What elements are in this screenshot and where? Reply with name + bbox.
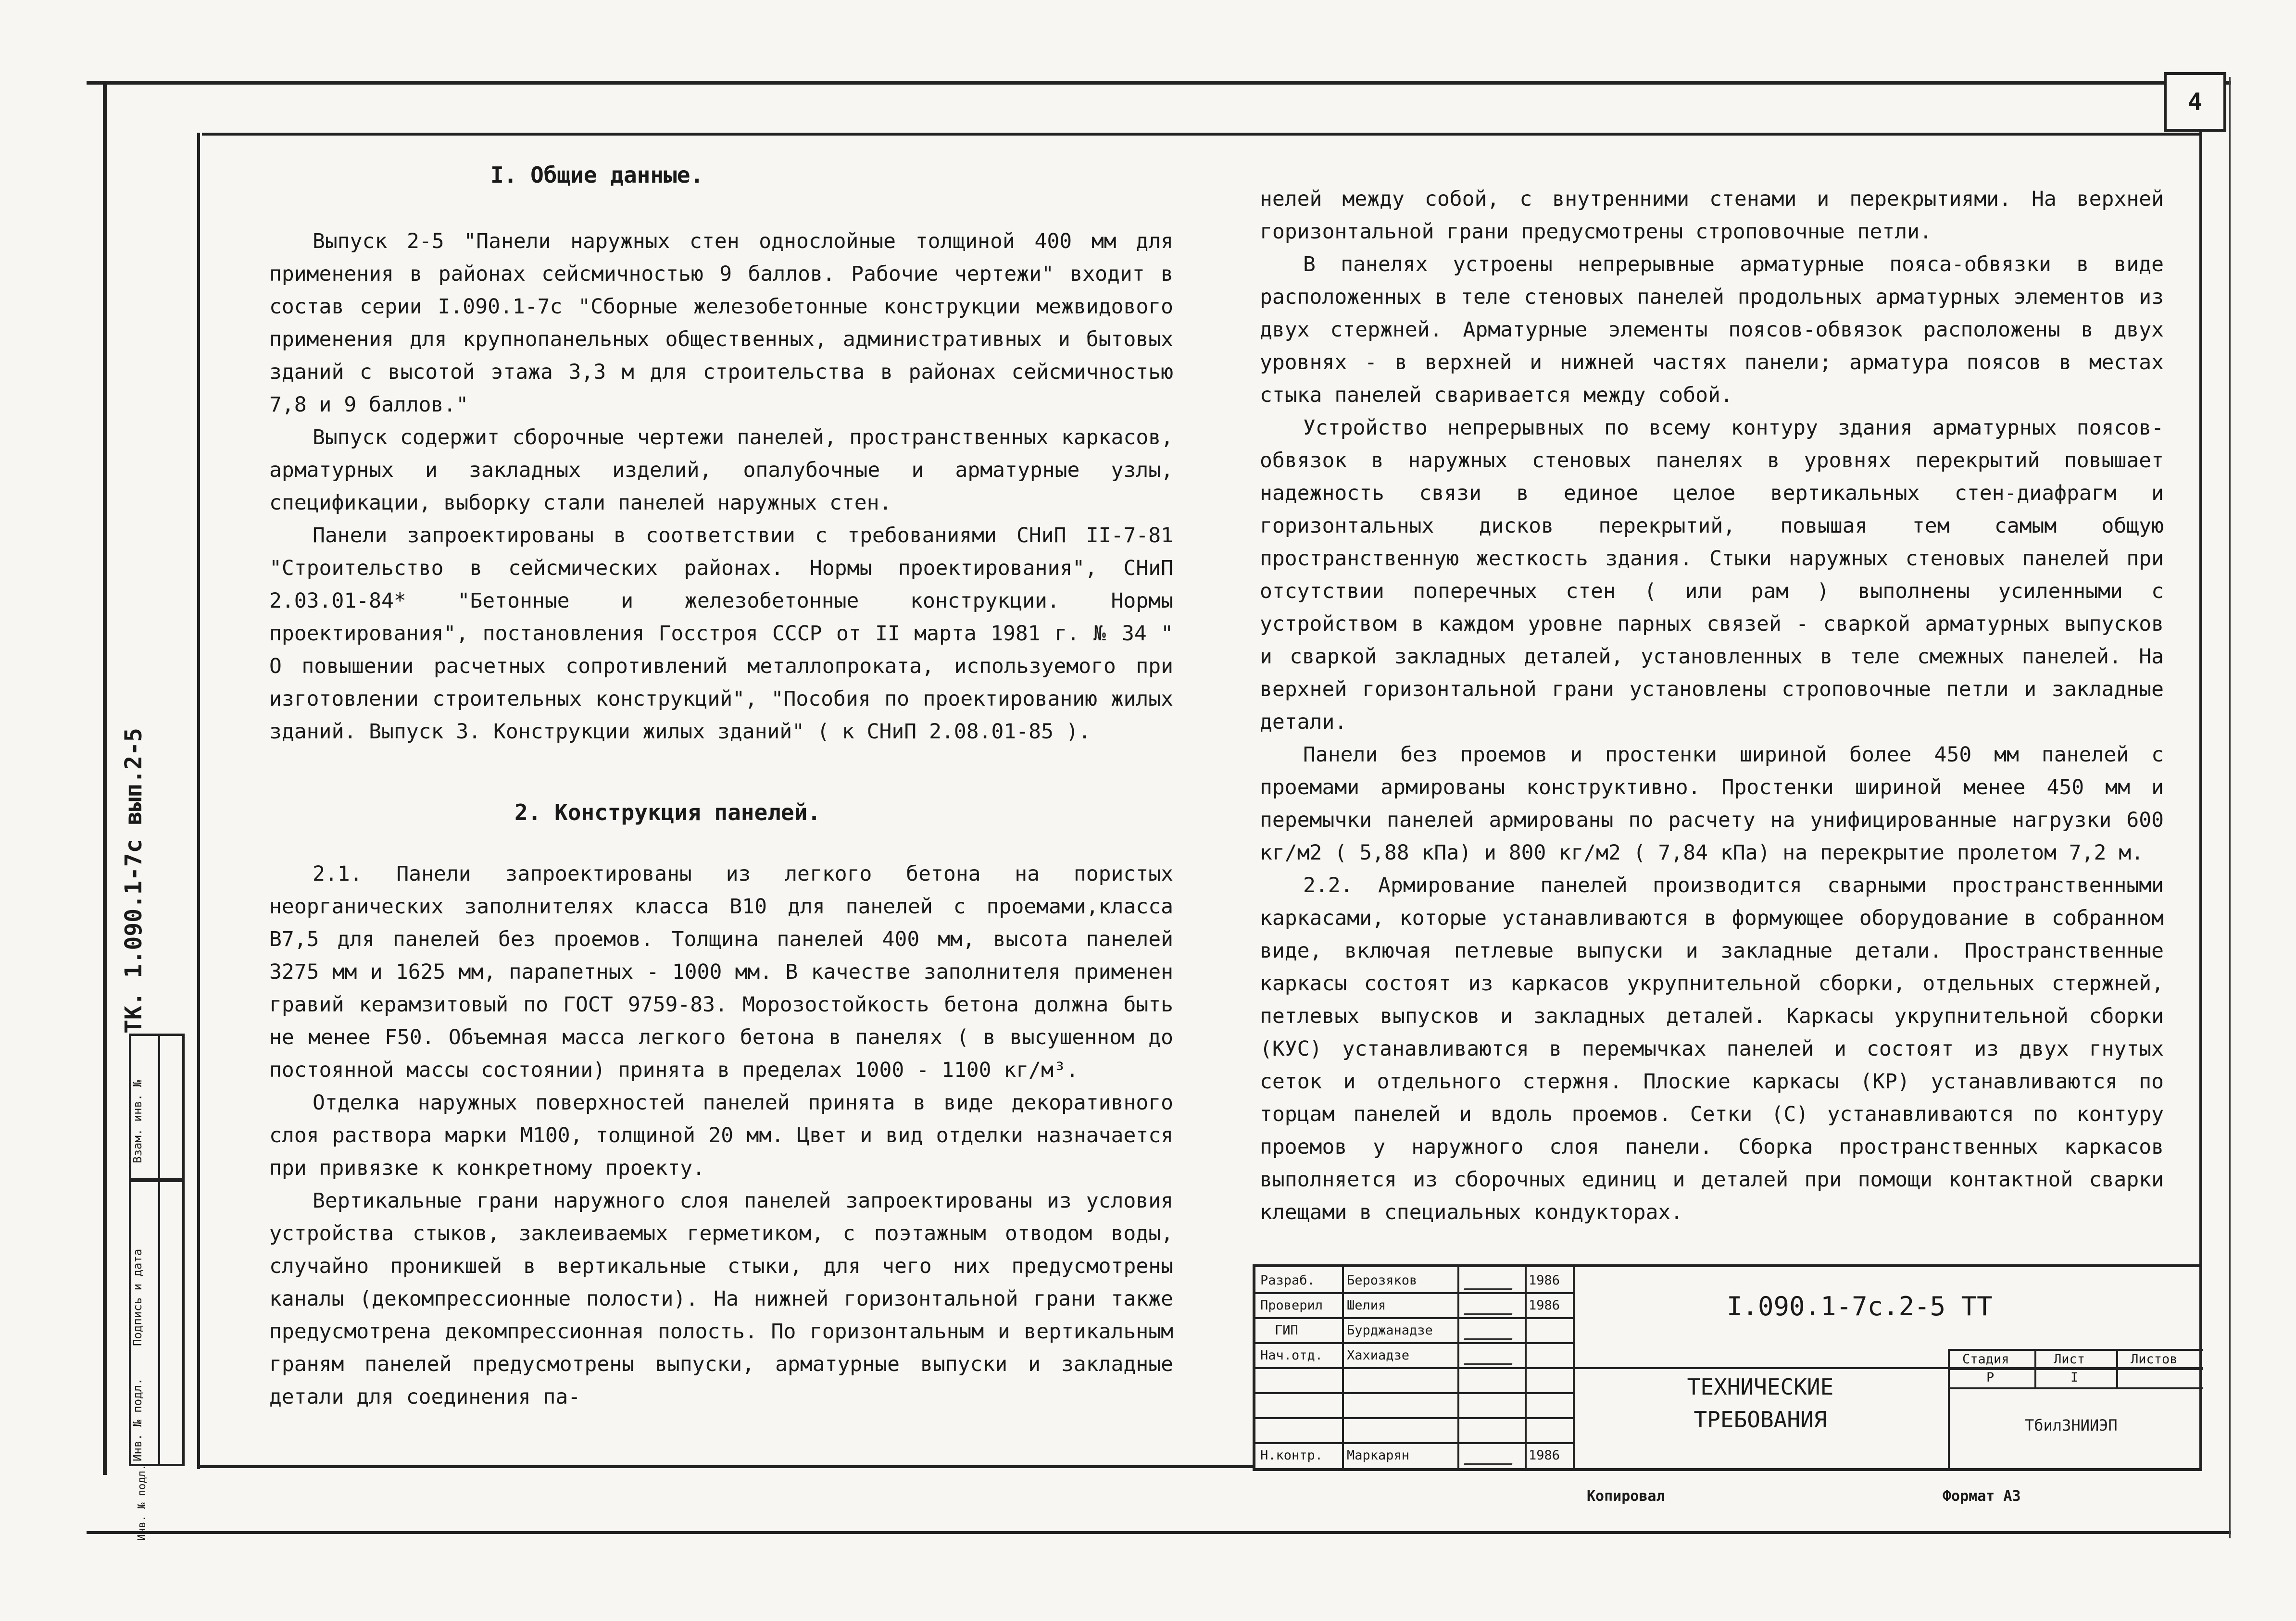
outer-frame-top — [87, 81, 2231, 85]
paragraph-concrete: 2.1. Панели запроектированы из легкого бетона на пористых неорганических заполнителях класса В10 для панелей с проемами,класса В7,5 для панелей без проемов. Толщина панелей 400 мм, высота панелей 3275 мм и 1625 мм, парапетных - 1000 мм. В качестве заполнителя применен гравий керамзитовый по ГОСТ 9759-83. Морозостойкость бетона должна быть не менее F50. Объемная масса легкого бетона в панелях ( в высушенном до постоянной массы состоянии) принята в пределах 1000 - 1100 кг/м³. — [269, 862, 1173, 1082]
signature-0 — [1464, 1272, 1518, 1290]
tb-name-1: Шелия — [1347, 1298, 1386, 1313]
footer-format: Формат А3 — [1943, 1488, 2021, 1505]
title-block — [1253, 1264, 2202, 1471]
outer-frame-left — [103, 81, 107, 1475]
heading-general-data: I. Общие данные. — [490, 162, 704, 188]
stamp-label-1: Инв. № подл. — [131, 1378, 144, 1461]
sheet-header: Лист — [2054, 1352, 2085, 1367]
footer-copied: Копировал — [1587, 1488, 1665, 1505]
stamp-row-sep — [131, 1180, 182, 1182]
paragraph-joints: Вертикальные грани наружного слоя панелей запроектированы из условия устройства стыков, заклеиваемых герметиком, с поэтажным отводом воды, случайно проникшей в вертикальные стыки, для чего них предусмотрены каналы (декомпрессионные полости). На нижней горизонтальной грани также предусмотрена декомпрессионная полость. По горизонтальным и вертикальным граням панелей предусмотрены выпуски, арматурные выпуски и закладные детали для соединения па- — [269, 1189, 1173, 1409]
paragraph-continuation: нелей между собой, с внутренними стенами и перекрытиями. На верхней горизонтальной грани предусмотрены строповочные петли. — [1260, 187, 2164, 244]
document-title-line-1: ТЕХНИЧЕСКИЕ — [1687, 1374, 1834, 1400]
organization-name: ТбилЗНИИЭП — [2025, 1416, 2118, 1434]
sheet-value: I — [2070, 1370, 2079, 1385]
signature-2 — [1464, 1322, 1518, 1340]
inner-frame-left — [197, 133, 200, 1469]
sheets-header: Листов — [2131, 1352, 2178, 1367]
sheet-number: 4 — [2187, 88, 2203, 116]
tb-role-0: Разраб. — [1260, 1273, 1315, 1288]
paragraph-cages: 2.2. Армирование панелей производится сварными пространственными каркасами, которые устанавливаются в формующее оборудование в собранном виде, включая петлевые выпуски и закладные детали. Пространственные каркасы состоят из каркасов укрупнительной сборки, отдельных стержней, петлевых выпусков и закладных деталей. Каркасы укрупнительной сборки (КУС) устанавливаются в перемычках панелей и состоят из двух гнутых сеток и отдельного стержня. Плоские каркасы (КР) устанавливаются по торцам панелей и вдоль проемов. Сетки (С) устанавливаются по контуру проемов у наружного слоя панели. Сборка пространственных каркасов выполняется из сборочных единиц и деталей при помощи контактной сварки клещами в специальных кондукторах. — [1260, 873, 2164, 1224]
paragraph-finish: Отделка наружных поверхностей панелей принята в виде декоративного слоя раствора марки М100, толщиной 20 мм. Цвет и вид отделки назначается при привязке к конкретному проекту. — [269, 1091, 1173, 1180]
stamp-label-2: Подпись и дата — [131, 1248, 144, 1346]
paragraph-belt-device: Устройство непрерывных по всему контуру здания арматурных поясов-обвязок в наружных стеновых панелях в уровнях перекрытий повышает надежность связи в единое целое вертикальных стен-диафрагм и горизонтальных дисков перекрытий, повышая тем самым общую пространственную жесткость здания. Стыки наружных стеновых панелей при отсутствии поперечных стен ( или рам ) выполнены усиленными с устройством в каждом уровне парных связей - сваркой арматурных выпусков и сваркой закладных деталей, установленных в теле смежных панелей. На верхней горизонтальной грани установлены строповочные петли и закладные детали. — [1260, 416, 2164, 734]
paragraph-issue-description: Выпуск 2-5 "Панели наружных стен однослойные толщиной 400 мм для применения в районах сейсмичностью 9 баллов. Рабочие чертежи" входит в состав серии I.090.1-7с "Сборные железобетонные конструкции межвидового применения для крупнопанельных общественных, административных и бытовых зданий с высотой этажа 3,3 м для строительства в районах сейсмичностью 7,8 и 9 баллов." — [269, 229, 1173, 417]
inner-frame-bottom — [197, 1465, 1255, 1468]
stage-header: Стадия — [1962, 1352, 2009, 1367]
stamp-label-inv-podl: Инв. № подл. — [136, 1464, 148, 1541]
document-code: I.090.1-7с.2-5 ТТ — [1727, 1291, 1993, 1322]
tb-name-2: Бурджанадзе — [1347, 1323, 1433, 1338]
tb-role-1: Проверил — [1260, 1298, 1323, 1313]
tb-name-6: Маркарян — [1347, 1448, 1410, 1463]
tb-date-0: 1986 — [1529, 1273, 1560, 1288]
tb-date-1: 1986 — [1529, 1298, 1560, 1313]
sheet-number-box — [2164, 72, 2226, 132]
tb-name-0: Берозяков — [1347, 1273, 1418, 1288]
sheet-edge — [2229, 77, 2231, 1538]
tb-role-6: Н.контр. — [1260, 1448, 1323, 1463]
paragraph-piers: Панели без проемов и простенки шириной более 450 мм панелей с проемами армированы конструктивно. Простенки шириной менее 450 мм и перемычки панелей армированы по расчету на унифицированные нагрузки 600 кг/м2 ( 5,88 кПа) и 800 кг/м2 ( 7,84 кПа) на перекрытие пролетом 7,2 м. — [1260, 743, 2164, 865]
text-column-right — [1260, 183, 2164, 1229]
inner-frame-top — [202, 133, 2202, 136]
tb-date-6: 1986 — [1529, 1448, 1560, 1463]
stamp-label-3: Взам. инв. № — [131, 1080, 144, 1163]
tb-role-2: ГИП — [1275, 1323, 1298, 1338]
paragraph-design-norms: Панели запроектированы в соответствии с требованиями СНиП II-7-81 "Строительство в сейсмических районах. Нормы проектирования", СНиП 2.03.01-84* "Бетонные и железобетонные конструкции. Нормы проектирования", постановления Госстроя СССР от II марта 1981 г. № 34 " О повышении расчетных сопротивлений металлопроката, используемого при изготовлении строительных конструкций", "Пособия по проектированию жилых зданий. Выпуск 3. Конструкции жилых зданий" ( к СНиП 2.08.01-85 ). — [269, 524, 1173, 744]
signature-3 — [1464, 1347, 1518, 1365]
outer-frame-bottom — [87, 1531, 2231, 1534]
tb-role-3: Нач.отд. — [1260, 1348, 1323, 1363]
document-title-line-2: ТРЕБОВАНИЯ — [1694, 1407, 1827, 1433]
stage-value: Р — [1986, 1370, 1995, 1385]
text-column-left — [269, 159, 1173, 1413]
signature-1 — [1464, 1297, 1518, 1315]
document-title — [1621, 1371, 1900, 1436]
heading-panel-construction: 2. Конструкция панелей. — [514, 799, 821, 825]
series-side-label: ТК. 1.090.1-7с вып.2-5 — [120, 728, 147, 1034]
paragraph-issue-contents: Выпуск содержит сборочные чертежи панелей, пространственных каркасов, арматурных и закладных изделий, опалубочные и арматурные узлы, спецификации, выборку стали панелей наружных стен. — [269, 425, 1173, 515]
tb-name-3: Хахиадзе — [1347, 1348, 1410, 1363]
paragraph-reinforcement-belts: В панелях устроены непрерывные арматурные пояса-обвязки в виде расположенных в теле стеновых панелей продольных арматурных элементов из двух стержней. Арматурные элементы поясов-обвязок расположены в двух уровнях - в верхней и нижней частях панели; арматура поясов в местах стыка панелей сваривается между собой. — [1260, 252, 2164, 407]
signature-6 — [1464, 1447, 1518, 1465]
inner-frame-right — [2199, 111, 2202, 1466]
